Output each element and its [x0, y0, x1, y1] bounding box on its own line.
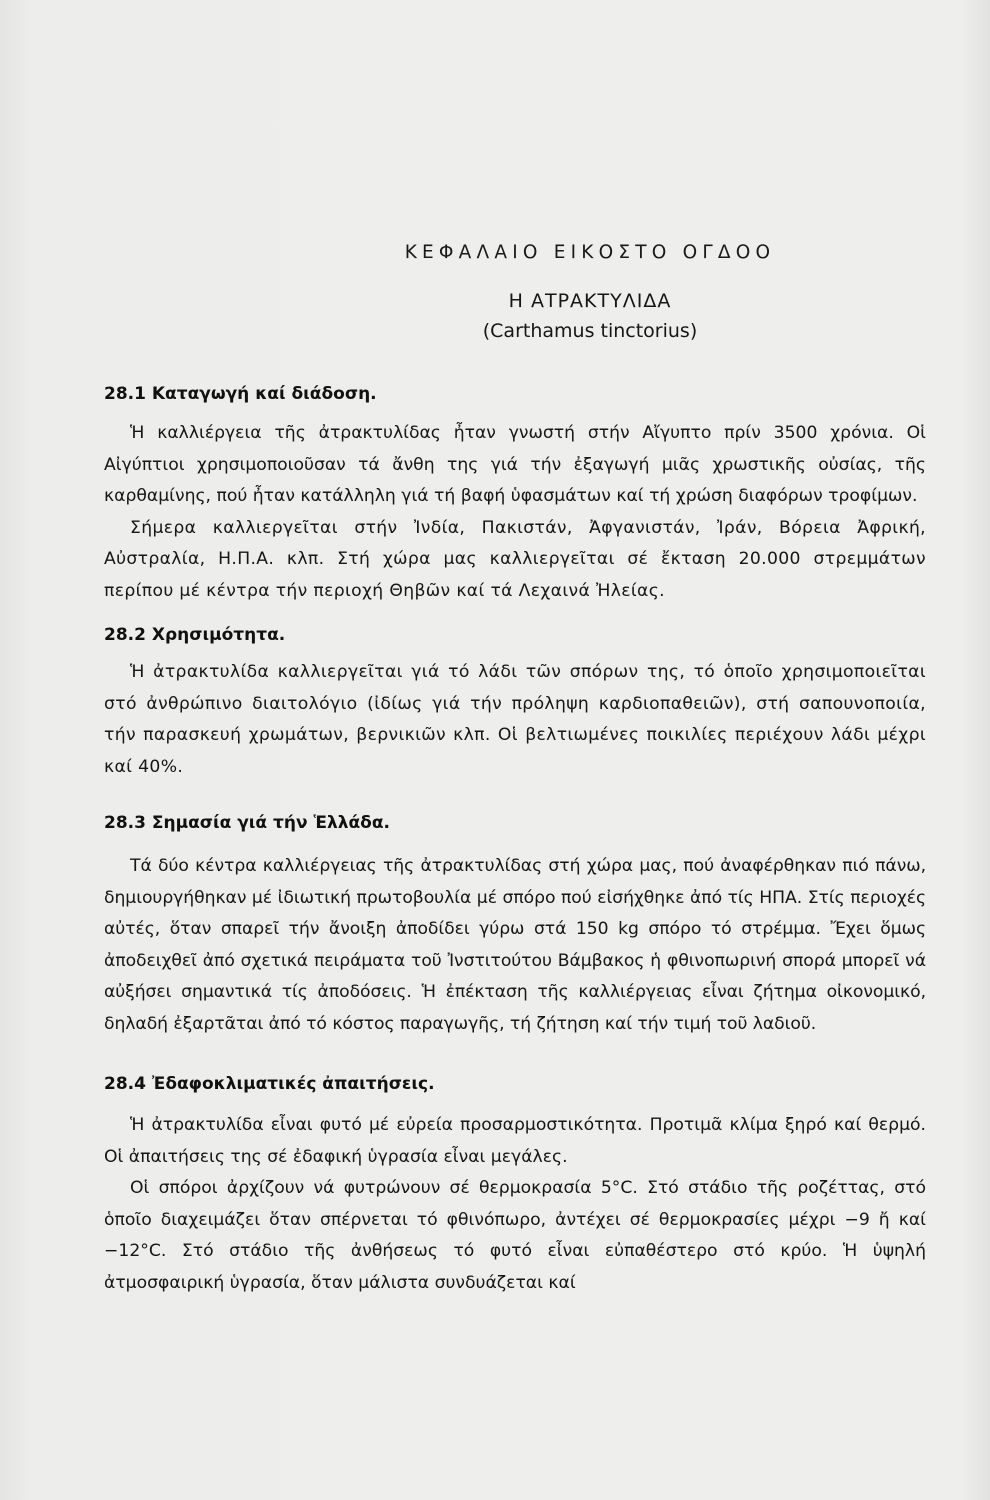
chapter-heading: ΚΕΦΑΛΑΙΟ ΕΙΚΟΣΤΟ ΟΓΔΟΟ	[404, 242, 776, 263]
section-heading: 28.1 Καταγωγή καί διάδοση.	[104, 384, 377, 404]
section-heading: 28.4 Ἐδαφοκλιματικές ἀπαιτήσεις.	[104, 1074, 435, 1094]
page-content	[104, 242, 926, 1299]
paragraph: Ἡ ἀτρακτυλίδα εἶναι φυτό μέ εὐρεία προσαρμοστικότητα. Προτιμᾶ κλίμα ξηρό καί θερμό. Οἱ ἀπαιτήσεις της σέ ἐδαφική ὑγρασία εἶναι μεγάλες.	[104, 1115, 926, 1167]
paragraph: Ἡ καλλιέργεια τῆς ἀτρακτυλίδας ἦταν γνωστή στήν Αἴγυπτο πρίν 3500 χρόνια. Οἱ Αἰγύπτιοι χρησιμοποιοῦσαν τά ἄνθη της γιά τήν ἐξαγωγή μιᾶς χρωστικῆς οὐσίας, τῆς καρθαμίνης, πού ἦταν κατάλληλη γιά τή βαφή ὑφασμάτων καί τή χρώση διαφόρων τροφίμων.	[104, 423, 926, 506]
paragraph: Οἱ σπόροι ἀρχίζουν νά φυτρώνουν σέ θερμοκρασία 5°C. Στό στάδιο τῆς ροζέττας, στό ὁποῖο διαχειμάζει ὅταν σπέρνεται τό φθινόπωρο, ἀντέχει σέ θερμοκρασίες μέχρι −9 ἤ καί −12°C. Στό στάδιο τῆς ἀνθήσεως τό φυτό εἶναι εὐπαθέστερο στό κρύο. Ἡ ὑψηλή ἀτμοσφαιρική ὑγρασία, ὅταν μάλιστα συνδυάζεται καί	[104, 1178, 926, 1293]
chapter-title: Η ΑΤΡΑΚΤΥΛΙΔΑ	[508, 290, 672, 312]
latin-name: (Carthamus tinctorius)	[482, 320, 698, 342]
paragraph: Σήμερα καλλιεργεῖται στήν Ἰνδία, Πακιστάν, Ἀφγανιστάν, Ἰράν, Βόρεια Ἀφρική, Αὐστραλία, Η.Π.Α. κλπ. Στή χώρα μας καλλιεργεῖται σέ ἔκταση 20.000 στρεμμάτων περίπου μέ κέντρα τήν περιοχή Θηβῶν καί τά Λεχαινά Ἠλείας.	[104, 517, 926, 601]
section-heading: 28.2 Χρησιμότητα.	[104, 625, 286, 645]
paragraph: Τά δύο κέντρα καλλιέργειας τῆς ἀτρακτυλίδας στή χώρα μας, πού ἀναφέρθηκαν πιό πάνω, δημιουργήθηκαν μέ ἰδιωτική πρωτοβουλία μέ σπόρο πού εἰσήχθηκε ἀπό τίς ΗΠΑ. Στίς περιοχές αὐτές, ὅταν σπαρεῖ τήν ἄνοιξη ἀποδίδει γύρω στά 150 kg σπόρο τό στρέμμα. Ἔχει ὅμως ἀποδειχθεῖ ἀπό σχετικά πειράματα τοῦ Ἰνστιτούτου Βάμβακος ἡ φθινοπωρινή σπορά μπορεῖ νά αὐξήσει σημαντικά τίς ἀποδόσεις. Ἡ ἐπέκταση τῆς καλλιέργειας εἶναι ζήτημα οἰκονομικό, δηλαδή ἐξαρτᾶται ἀπό τό κόστος παραγωγῆς, τή ζήτηση καί τήν τιμή τοῦ λαδιοῦ.	[104, 856, 926, 1034]
section-heading: 28.3 Σημασία γιά τήν Ἑλλάδα.	[104, 813, 390, 833]
paragraph: Ἡ ἀτρακτυλίδα καλλιεργεῖται γιά τό λάδι τῶν σπόρων της, τό ὁποῖο χρησιμοποιεῖται στό ἀνθρώπινο διαιτολόγιο (ἰδίως γιά τήν πρόληψη καρδιοπαθειῶν), στή σαπουνοποιία, τήν παρασκευή χρωμάτων, βερνικιῶν κλπ. Οἱ βελτιωμένες ποικιλίες περιέχουν λάδι μέχρι καί 40%.	[104, 662, 926, 777]
